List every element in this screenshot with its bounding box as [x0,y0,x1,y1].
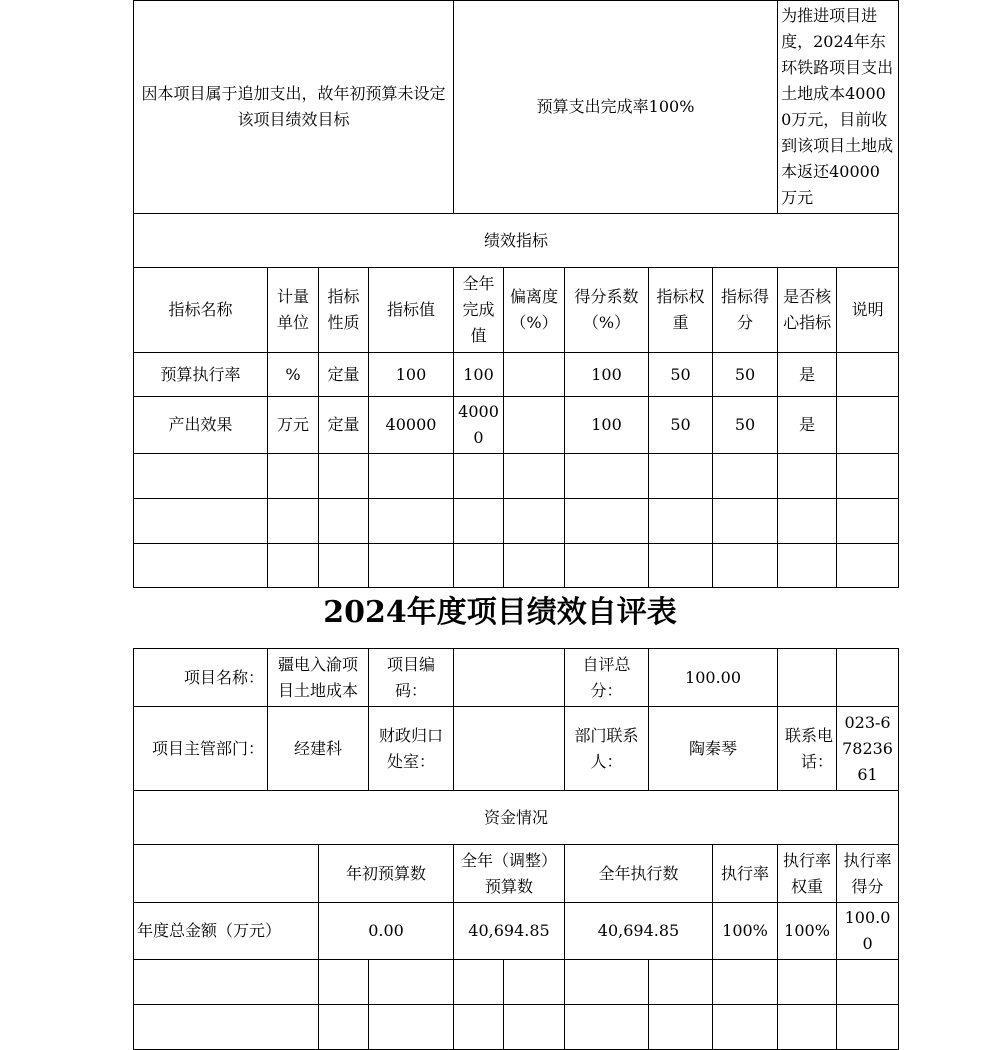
cell: 100 [369,353,454,397]
fund-header-row [134,845,899,903]
cell: 预算执行率 [134,353,268,397]
table-row [134,397,899,454]
score-value: 100.00 [649,649,778,707]
fund-cell: 0.00 [319,903,454,960]
cell: 万元 [268,397,319,454]
score-label: 自评总分： [565,649,649,707]
cell: % [268,353,319,397]
fund-cell: 100% [778,903,837,960]
table-row [134,353,899,397]
project-code-label: 项目编码： [369,649,454,707]
cell [837,353,899,397]
contact-label: 部门联系人： [565,707,649,791]
header-cell: 计量单位 [268,268,319,353]
performance-indicator-table [133,0,899,588]
header-cell: 指标性质 [319,268,369,353]
cell: 产出效果 [134,397,268,454]
fund-header-cell: 执行率权重 [778,845,837,903]
funds-title: 资金情况 [134,791,899,845]
cell: 100 [565,397,649,454]
fund-header-cell: 执行率 [713,845,778,903]
header-cell: 得分系数（%） [565,268,649,353]
header-cell: 全年完成值 [454,268,504,353]
cell: 定量 [319,353,369,397]
goal-text: 因本项目属于追加支出，故年初预算未设定该项目绩效目标 [134,1,454,214]
fund-cell: 40,694.85 [454,903,565,960]
cell: 100 [454,353,504,397]
phone-label: 联系电话： [778,707,837,791]
fund-row-label: 年度总金额（万元） [134,903,319,960]
header-cell: 指标名称 [134,268,268,353]
empty-row [134,454,899,499]
fund-row [134,903,899,960]
cell: 是 [778,397,837,454]
finance-value [454,707,565,791]
empty-row [134,499,899,544]
project-code [454,649,565,707]
finance-label: 财政归口处室： [369,707,454,791]
dept-label: 项目主管部门： [134,707,268,791]
header-cell: 指标得分 [713,268,778,353]
page-title: 2024年度项目绩效自评表 [323,595,677,630]
header-cell: 是否核心指标 [778,268,837,353]
header-row [134,268,899,353]
header-cell: 指标权重 [649,268,713,353]
note-text: 为推进项目进度，2024年东环铁路项目支出土地成本40000万元，目前收到该项目土地成本返还40000万元 [778,1,899,214]
fund-cell: 100.00 [837,903,899,960]
cell [837,397,899,454]
project-name-label: 项目名称： [134,649,268,707]
phone-value: 023-67823661 [837,707,899,791]
fund-cell: 100% [713,903,778,960]
header-cell: 指标值 [369,268,454,353]
empty-row [134,544,899,588]
fund-header-cell: 年初预算数 [319,845,454,903]
dept-value: 经建科 [268,707,369,791]
cell: 100 [565,353,649,397]
cell: 定量 [319,397,369,454]
project-name: 疆电入渝项目土地成本 [268,649,369,707]
cell [504,353,565,397]
fund-cell: 40,694.85 [565,903,713,960]
fund-header-cell: 全年（调整）预算数 [454,845,565,903]
empty-row [134,960,899,1005]
cell: 50 [649,397,713,454]
actual-text: 预算支出完成率100% [454,1,778,214]
cell: 40000 [369,397,454,454]
cell: 50 [713,353,778,397]
section-title: 绩效指标 [134,214,899,268]
contact-value: 陶秦琴 [649,707,778,791]
cell: 是 [778,353,837,397]
fund-header-cell: 全年执行数 [565,845,713,903]
empty-row [134,1005,899,1050]
self-evaluation-table [133,648,899,1050]
header-cell: 偏离度（%） [504,268,565,353]
cell: 50 [713,397,778,454]
cell [504,397,565,454]
cell: 40000 [454,397,504,454]
header-cell: 说明 [837,268,899,353]
cell: 50 [649,353,713,397]
fund-header-cell: 执行率得分 [837,845,899,903]
